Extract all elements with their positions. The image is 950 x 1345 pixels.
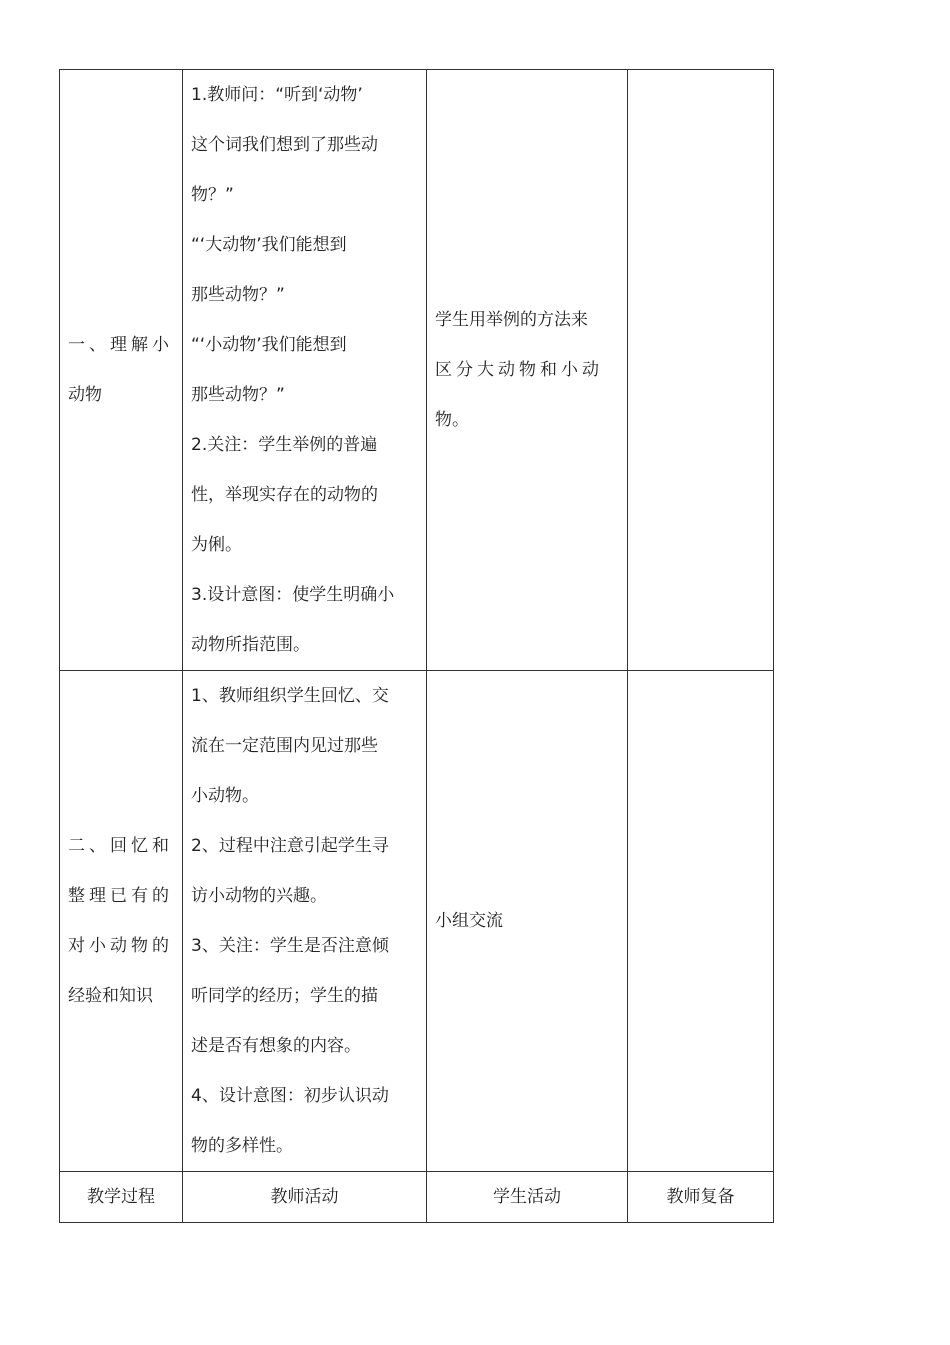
teacher-line: 物的多样性。 (191, 1136, 293, 1156)
stage-cell (60, 671, 183, 1172)
teacher-prep-cell (628, 671, 774, 1172)
stage-line: 二、回忆和 (68, 836, 173, 856)
teacher-line: 述是否有想象的内容。 (191, 1036, 361, 1056)
teacher-line: 性，举现实存在的动物的 (191, 485, 378, 505)
teacher-line: 1.教师问：“听到‘动物’ (191, 85, 363, 105)
teacher-line: “‘大动物’我们能想到 (191, 235, 347, 255)
teacher-line: 这个词我们想到了那些动 (191, 135, 378, 155)
header-process: 教学过程 (60, 1172, 183, 1223)
teacher-line: 那些动物？” (191, 385, 285, 405)
stage-line: 整理已有的 (68, 886, 173, 906)
lesson-plan-table (59, 69, 774, 1223)
header-teacher-prep: 教师复备 (628, 1172, 774, 1223)
stage-line: 经验和知识 (68, 986, 153, 1006)
student-activity-cell (427, 70, 628, 671)
teacher-line: “‘小动物’我们能想到 (191, 335, 347, 355)
teacher-line: 2、过程中注意引起学生寻 (191, 836, 389, 856)
teacher-line: 动物所指范围。 (191, 635, 310, 655)
student-activity-cell (427, 671, 628, 1172)
stage-line: 对小动物的 (68, 936, 173, 956)
teacher-line: 那些动物？” (191, 285, 285, 305)
teacher-line: 物？” (191, 185, 234, 205)
teacher-line: 2.关注：学生举例的普遍 (191, 435, 378, 455)
teacher-line: 4、设计意图：初步认识动 (191, 1086, 389, 1106)
header-row (60, 1172, 774, 1223)
stage-line: 一、理解小 (68, 335, 173, 355)
student-line: 小组交流 (435, 911, 503, 931)
stage-line: 动物 (68, 385, 102, 405)
student-line: 区分大动物和小动 (435, 360, 603, 380)
stage-cell (60, 70, 183, 671)
teacher-prep-cell (628, 70, 774, 671)
teacher-line: 听同学的经历；学生的描 (191, 986, 378, 1006)
teacher-line: 1、教师组织学生回忆、交 (191, 686, 389, 706)
teacher-line: 为俐。 (191, 535, 242, 555)
header-teacher-activity: 教师活动 (183, 1172, 427, 1223)
teacher-line: 访小动物的兴趣。 (191, 886, 327, 906)
teacher-activity-cell (183, 70, 427, 671)
teacher-line: 3.设计意图：使学生明确小 (191, 585, 395, 605)
student-line: 学生用举例的方法来 (435, 310, 588, 330)
table-row (60, 70, 774, 671)
teacher-activity-cell (183, 671, 427, 1172)
table-row (60, 671, 774, 1172)
teacher-line: 小动物。 (191, 786, 259, 806)
student-line: 物。 (435, 410, 469, 430)
teacher-line: 流在一定范围内见过那些 (191, 736, 378, 756)
header-student-activity: 学生活动 (427, 1172, 628, 1223)
teacher-line: 3、关注：学生是否注意倾 (191, 936, 389, 956)
